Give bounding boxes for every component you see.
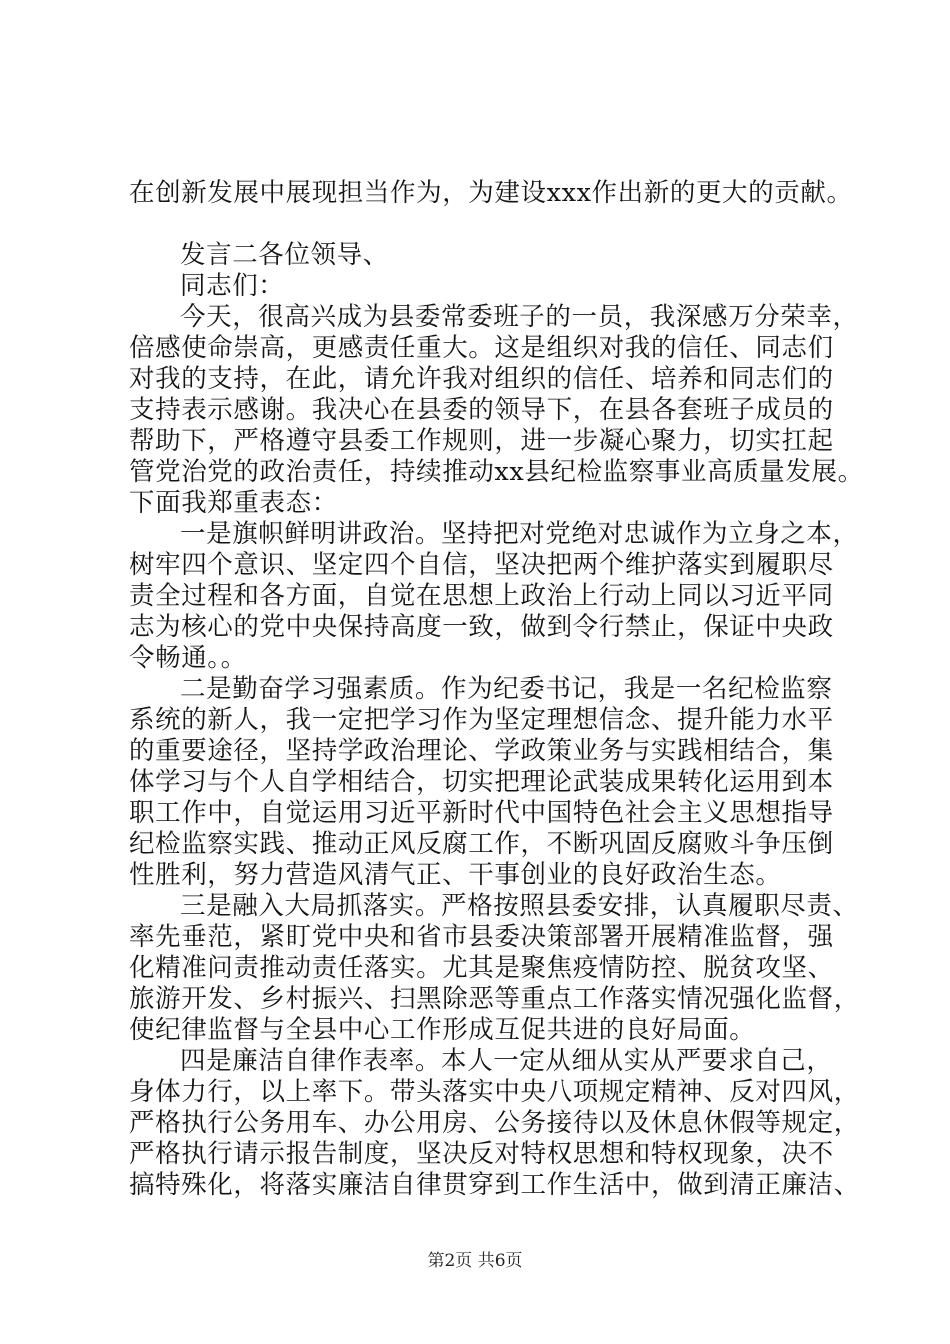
text-line: 的重要途径，坚持学政治理论、学政策业务与实践相结合，集 xyxy=(129,736,834,766)
page-number-footer: 第2页 共6页 xyxy=(427,1251,523,1271)
text-line: 三是融入大局抓落实。严格按照县委安排，认真履职尽责、 xyxy=(180,891,859,921)
text-line: 二是勤奋学习强素质。作为纪委书记，我是一名纪检监察 xyxy=(180,674,833,704)
text-line: 职工作中，自觉运用习近平新时代中国特色社会主义思想指导 xyxy=(129,798,834,828)
text-line: 搞特殊化，将落实廉洁自律贯穿到工作生活中，做到清正廉洁、 xyxy=(129,1170,860,1200)
text-line: 体学习与个人自学相结合，切实把理论武装成果转化运用到本 xyxy=(129,767,834,797)
text-line: 身体力行，以上率下。带头落实中央八项规定精神、反对四风， xyxy=(129,1077,860,1107)
text-line: 化精准问责推动责任落实。尤其是聚焦疫情防控、脱贫攻坚、 xyxy=(129,953,834,983)
text-line: 树牢四个意识、坚定四个自信，坚决把两个维护落实到履职尽 xyxy=(129,550,834,580)
text-line: 今天，很高兴成为县委常委班子的一员，我深感万分荣幸， xyxy=(180,302,859,332)
text-line: 志为核心的党中央保持高度一致，做到令行禁止，保证中央政 xyxy=(129,612,834,642)
text-line: 令畅通。。 xyxy=(129,643,247,673)
text-line: 下面我郑重表态： xyxy=(129,488,338,518)
text-line: 性胜利，努力营造风清气正、干事创业的良好政治生态。 xyxy=(129,860,782,890)
text-line: 一是旗帜鲜明讲政治。坚持把对党绝对忠诚作为立身之本， xyxy=(180,519,859,549)
text-line: 倍感使命崇高，更感责任重大。这是组织对我的信任、同志们 xyxy=(129,333,834,363)
text-line: 纪检监察实践、推动正风反腐工作，不断巩固反腐败斗争压倒 xyxy=(129,829,834,859)
text-line: 责全过程和各方面，自觉在思想上政治上行动上同以习近平同 xyxy=(129,581,834,611)
text-line: 发言二各位领导、 xyxy=(180,240,389,270)
text-line: 四是廉洁自律作表率。本人一定从细从实从严要求自己， xyxy=(180,1046,833,1076)
text-line: 对我的支持，在此，请允许我对组织的信任、培养和同志们的 xyxy=(129,364,834,394)
text-line: 支持表示感谢。我决心在县委的领导下，在县各套班子成员的 xyxy=(129,395,834,425)
text-line: 同志们： xyxy=(180,271,285,301)
text-line: 在创新发展中展现担当作为，为建设xxx作出新的更大的贡献。 xyxy=(129,178,853,208)
text-line: 率先垂范，紧盯党中央和省市县委决策部署开展精准监督，强 xyxy=(129,922,834,952)
text-line: 帮助下，严格遵守县委工作规则，进一步凝心聚力，切实扛起 xyxy=(129,426,834,456)
text-line: 系统的新人，我一定把学习作为坚定理想信念、提升能力水平 xyxy=(129,705,834,735)
text-line: 管党治党的政治责任，持续推动xx县纪检监察事业高质量发展。 xyxy=(129,457,864,487)
text-line: 严格执行请示报告制度，坚决反对特权思想和特权现象，决不 xyxy=(129,1139,834,1169)
text-line: 使纪律监督与全县中心工作形成互促共进的良好局面。 xyxy=(129,1015,756,1045)
text-line: 旅游开发、乡村振兴、扫黑除恶等重点工作落实情况强化监督， xyxy=(129,984,860,1014)
text-line: 严格执行公务用车、办公用房、公务接待以及休息休假等规定， xyxy=(129,1108,860,1138)
